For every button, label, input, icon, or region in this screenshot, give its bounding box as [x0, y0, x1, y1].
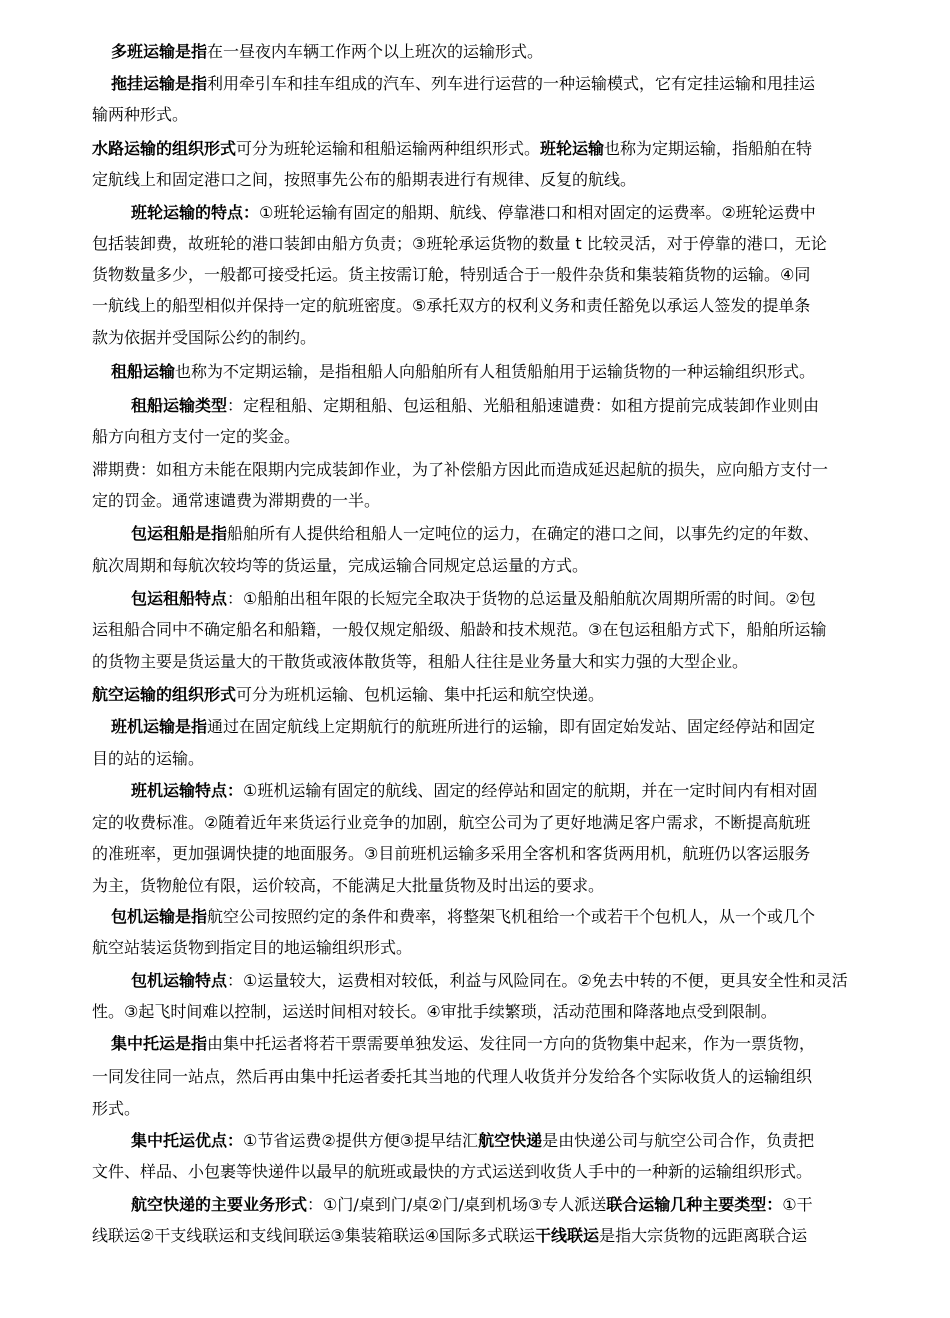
bold-term: 班轮运输的特点： — [131, 203, 260, 222]
text-run: ：①船舶出租年限的长短完全取决于货物的总运量及船舶航次周期所需的时间。②包 — [227, 589, 816, 608]
bold-term: 包运租船特点 — [131, 589, 228, 608]
text-run: 航空站装运货物到指定目的地运输组织形式。 — [92, 938, 413, 957]
bold-term: 拖挂运输是指 — [111, 74, 208, 93]
text-line — [131, 1131, 814, 1151]
text-run: 也称为定期运输，指船舶在特 — [604, 139, 813, 158]
text-line — [131, 524, 819, 544]
text-line — [111, 717, 815, 737]
text-line — [131, 396, 819, 416]
bold-term: 航空快递 — [478, 1131, 543, 1150]
text-run: 是由快递公司与航空公司合作，负责把 — [542, 1131, 815, 1150]
text-line — [92, 427, 300, 447]
text-line — [92, 265, 810, 285]
text-run: ①班轮运输有固定的船期、航线、停靠港口和相对固定的运费率。②班轮运费中 — [259, 203, 816, 222]
text-run: 定的收费标准。②随着近年来货运行业竞争的加剧，航空公司为了更好地满足客户需求，不断提高航班 — [92, 813, 811, 832]
text-run: 可分为班轮运输和租船运输两种组织形式。 — [236, 139, 541, 158]
text-run: ①班机运输有固定的航线、固定的经停站和固定的航期，并在一定时间内有相对固 — [243, 781, 818, 800]
bold-term: 租船运输类型 — [131, 396, 228, 415]
bold-term: 班机运输特点： — [131, 781, 244, 800]
text-line — [131, 971, 848, 991]
text-run: ①节省运费②提供方便③提早结汇 — [243, 1131, 479, 1150]
text-run: 定的罚金。通常速谴费为滞期费的一半。 — [92, 491, 381, 510]
text-line — [92, 749, 204, 769]
bold-term: 集中托运优点： — [131, 1131, 244, 1150]
text-run: 目的站的运输。 — [92, 749, 205, 768]
bold-term: 干线联运 — [535, 1226, 600, 1245]
text-line — [92, 844, 810, 864]
text-run: 也称为不定期运输，是指租船人向船舶所有人租赁船舶用于运输货物的一种运输组织形式。 — [175, 362, 816, 381]
bold-term: 包运租船是指 — [131, 524, 228, 543]
text-line — [111, 74, 815, 94]
text-line — [92, 296, 810, 316]
text-run: 文件、样品、小包裹等快递件以最早的航班或最快的方式运送到收货人手中的一种新的运输组织形式。 — [92, 1162, 813, 1181]
text-line — [92, 813, 810, 833]
text-run: 是指大宗货物的远距离联合运 — [599, 1226, 808, 1245]
text-line — [92, 328, 316, 348]
text-line — [92, 491, 380, 511]
text-line — [111, 42, 543, 62]
bold-term: 班轮运输 — [540, 139, 605, 158]
text-run: 利用牵引车和挂车组成的汽车、列车进行运营的一种运输模式，它有定挂运输和甩挂运 — [207, 74, 816, 93]
text-line — [111, 907, 815, 927]
text-line — [131, 589, 816, 609]
text-run: 性。③起飞时间难以控制，运送时间相对较长。④审批手续繁琐，活动范围和降落地点受到限制。 — [92, 1002, 777, 1021]
text-run: 的货物主要是货运量大的干散货或液体散货等，租船人往往是业务量大和实力强的大型企业。 — [92, 652, 749, 671]
text-line — [92, 170, 636, 190]
text-run: 通过在固定航线上定期航行的航班所进行的运输，即有固定始发站、固定经停站和固定 — [207, 717, 816, 736]
text-line — [131, 203, 816, 223]
bold-term: 集中托运是指 — [111, 1034, 208, 1053]
text-line — [111, 362, 815, 382]
text-line — [92, 620, 826, 640]
text-line — [131, 781, 817, 801]
bold-term: 包机运输特点 — [131, 971, 228, 990]
text-line — [92, 234, 827, 254]
text-run: 在一昼夜内车辆工作两个以上班次的运输形式。 — [207, 42, 544, 61]
text-line — [92, 1226, 807, 1246]
text-run: 船舶所有人提供给租船人一定吨位的运力，在确定的港口之间，以事先约定的年数、 — [227, 524, 820, 543]
text-run: 线联运②干支线联运和支线间联运③集装箱联运④国际多式联运 — [92, 1226, 536, 1245]
text-line — [111, 1034, 815, 1054]
text-run: ：①运量较大，运费相对较低，利益与风险同在。②免去中转的不便，更具安全性和灵活 — [227, 971, 848, 990]
text-line — [92, 460, 828, 480]
text-run: 输两种形式。 — [92, 105, 189, 124]
text-line — [92, 105, 188, 125]
text-line — [92, 1002, 777, 1022]
text-run: 包括装卸费，故班轮的港口装卸由船方负责；③班轮承运货物的数量 t 比较灵活，对于停靠的港口，无论 — [92, 234, 827, 253]
text-run: 款为依据并受国际公约的制约。 — [92, 328, 317, 347]
bold-term: 包机运输是指 — [111, 907, 208, 926]
text-run: 航次周期和每航次较均等的货运量，完成运输合同规定总运量的方式。 — [92, 556, 589, 575]
text-line — [92, 556, 588, 576]
text-line — [92, 652, 748, 672]
text-line — [92, 139, 812, 159]
text-line — [131, 1195, 813, 1215]
text-run: 定航线上和固定港口之间，按照事先公布的船期表进行有规律、反复的航线。 — [92, 170, 637, 189]
text-run: ：①门/桌到门/桌②门/桌到机场③专人派送 — [307, 1195, 607, 1214]
text-line — [92, 685, 604, 705]
text-run: 可分为班机运输、包机运输、集中托运和航空快递。 — [236, 685, 605, 704]
text-run: 航空公司按照约定的条件和费率，将整架飞机租给一个或若干个包机人，从一个或几个 — [207, 907, 816, 926]
text-run: 船方向租方支付一定的奖金。 — [92, 427, 301, 446]
text-run: 一航线上的船型相似并保持一定的航班密度。⑤承托双方的权利义务和责任豁免以承运人签发的提单条 — [92, 296, 811, 315]
text-line — [92, 876, 604, 896]
text-run: 由集中托运者将若干票需要单独发运、发往同一方向的货物集中起来，作为一票货物， — [207, 1034, 816, 1053]
bold-term: 租船运输 — [111, 362, 176, 381]
text-line — [92, 1162, 812, 1182]
text-line — [92, 1067, 812, 1087]
text-line — [92, 938, 412, 958]
text-line — [92, 1099, 140, 1119]
text-run: 滞期费：如租方未能在限期内完成装卸作业，为了补偿船方因此而造成延迟起航的损失，应向船方支付一 — [92, 460, 829, 479]
bold-term: 联合运输几种主要类型： — [606, 1195, 783, 1214]
text-run: 的准班率，更加强调快捷的地面服务。③目前班机运输多采用全客机和客货两用机，航班仍以客运服务 — [92, 844, 811, 863]
text-run: 运租船合同中不确定船名和船籍，一般仅规定船级、船龄和技术规范。③在包运租船方式下，船舶所运输 — [92, 620, 827, 639]
text-run: ：定程租船、定期租船、包运租船、光船租船速谴费：如租方提前完成装卸作业则由 — [227, 396, 820, 415]
bold-term: 多班运输是指 — [111, 42, 208, 61]
text-run: 为主，货物舱位有限，运价较高，不能满足大批量货物及时出运的要求。 — [92, 876, 605, 895]
bold-term: 航空快递的主要业务形式 — [131, 1195, 308, 1214]
bold-term: 水路运输的组织形式 — [92, 139, 237, 158]
text-run: ①干 — [782, 1195, 813, 1214]
text-run: 一同发往同一站点，然后再由集中托运者委托其当地的代理人收货并分发给各个实际收货人的运输组织 — [92, 1067, 813, 1086]
bold-term: 航空运输的组织形式 — [92, 685, 237, 704]
bold-term: 班机运输是指 — [111, 717, 208, 736]
text-run: 形式。 — [92, 1099, 141, 1118]
text-run: 货物数量多少，一般都可接受托运。货主按需订舱，特别适合于一般件杂货和集装箱货物的运输。④同 — [92, 265, 811, 284]
